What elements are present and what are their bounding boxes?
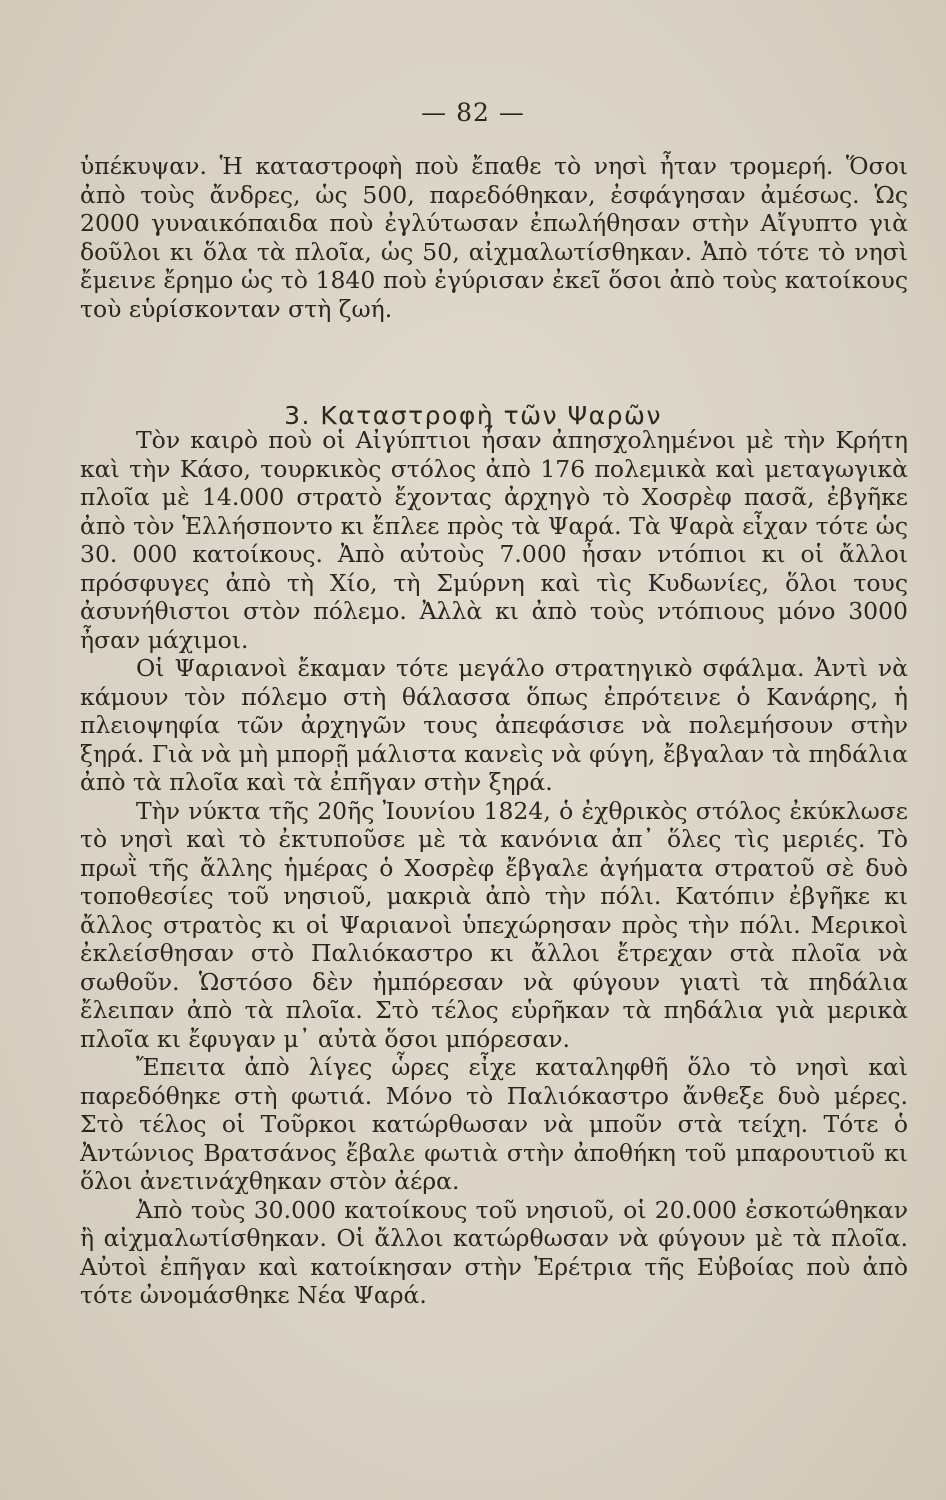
intro-text-block — [80, 152, 908, 323]
paragraph-2: Οἱ Ψαριανοὶ ἔκαμαν τότε μεγάλο στρατηγικὸ σφάλμα. Ἀντὶ νὰ κάμουν τὸν πόλεμο στὴ θάλασσα ὅπως ἐπρότεινε ὁ Κανάρης, ἡ πλειοψηφία τῶν ἀρχηγῶν τους ἀπεφάσισε νὰ πολεμήσουν στὴν ξηρά. Γιὰ νὰ μὴ μπορῇ μάλιστα κανεὶς νὰ φύγη, ἔβγαλαν τὰ πηδάλια ἀπὸ τὰ πλοῖα καὶ τὰ ἐπῆγαν στὴν ξηρά. — [80, 654, 908, 796]
paragraph-1: Τὸν καιρὸ ποὺ οἱ Αἰγύπτιοι ἦσαν ἀπησχολημένοι μὲ τὴν Κρήτη καὶ τὴν Κάσο, τουρκικὸς στόλος ἀπὸ 176 πολεμικὰ καὶ μεταγωγικὰ πλοῖα μὲ 14.000 στρατὸ ἔχοντας ἀρχηγὸ τὸ Χοσρὲφ πασᾶ, ἐβγῆκε ἀπὸ τὸν Ἑλλήσποντο κι ἔπλεε πρὸς τὰ Ψαρά. Τὰ Ψαρὰ εἶχαν τότε ὡς 30. 000 κατοίκους. Ἀπὸ αὐτοὺς 7.000 ἦσαν ντόπιοι κι οἱ ἄλλοι πρόσφυγες ἀπὸ τὴ Χίο, τὴ Σμύρνη καὶ τὶς Κυδωνίες, ὅλοι τους ἀσυνήθιστοι στὸν πόλεμο. Ἀλλὰ κι ἀπὸ τοὺς ντόπιους μόνο 3000 ἦσαν μάχιμοι. — [80, 426, 908, 654]
paragraph-4: Ἔπειτα ἀπὸ λίγες ὧρες εἶχε καταληφθῆ ὅλο τὸ νησὶ καὶ παρεδόθηκε στὴ φωτιά. Μόνο τὸ Παλιόκαστρο ἄνθεξε δυὸ μέρες. Στὸ τέλος οἱ Τοῦρκοι κατώρθωσαν νὰ μποῦν στὰ τείχη. Τότε ὁ Ἀντώνιος Βρατσάνος ἔβαλε φωτιὰ στὴν ἀποθήκη τοῦ μπαρουτιοῦ κι ὅλοι ἀνετινάχθηκαν στὸν ἀέρα. — [80, 1053, 908, 1195]
paragraph-5: Ἀπὸ τοὺς 30.000 κατοίκους τοῦ νησιοῦ, οἱ 20.000 ἐσκοτώθηκαν ἢ αἰχμαλωτίσθηκαν. Οἱ ἄλλοι κατώρθωσαν νὰ φύγουν μὲ τὰ πλοῖα. Αὐτοὶ ἐπῆγαν καὶ κατοίκησαν στὴν Ἐρέτρια τῆς Εὐβοίας ποὺ ἀπὸ τότε ὠνομάσθηκε Νέα Ψαρά. — [80, 1195, 908, 1309]
paragraph-3: Τὴν νύκτα τῆς 20ῆς Ἰουνίου 1824, ὁ ἐχθρικὸς στόλος ἐκύκλωσε τὸ νησὶ καὶ τὸ ἐκτυποῦσε μὲ τὰ κανόνια ἀπ᾽ ὅλες τὶς μεριές. Τὸ πρωῒ τῆς ἄλλης ἡμέρας ὁ Χοσρὲφ ἔβγαλε ἀγήματα στρατοῦ σὲ δυὸ τοποθεσίες τοῦ νησιοῦ, μακριὰ ἀπὸ τὴν πόλι. Κατόπιν ἐβγῆκε κι ἄλλος στρατὸς κι οἱ Ψαριανοὶ ὑπεχώρησαν πρὸς τὴν πόλι. Μερικοὶ ἐκλείσθησαν στὸ Παλιόκαστρο κι ἄλλοι ἔτρεχαν στὰ πλοῖα νὰ σωθοῦν. Ὡστόσο δὲν ἠμπόρεσαν νὰ φύγουν γιατὶ τὰ πηδάλια ἔλειπαν ἀπὸ τὰ πλοῖα. Στὸ τέλος εὑρῆκαν τὰ πηδάλια γιὰ μερικὰ πλοῖα κι ἔφυγαν μ᾽ αὐτὰ ὅσοι μπόρεσαν. — [80, 796, 908, 1053]
intro-paragraph: ὑπέκυψαν. Ἡ καταστροφὴ ποὺ ἔπαθε τὸ νησὶ ἦταν τρομερή. Ὅσοι ἀπὸ τοὺς ἄνδρες, ὡς 500, παρεδόθηκαν, ἐσφάγησαν ἀμέσως. Ὡς 2000 γυναικόπαιδα ποὺ ἐγλύτωσαν ἐπωλήθησαν στὴν Αἴγυπτο γιὰ δοῦλοι κι ὅλα τὰ πλοῖα, ὡς 50, αἰχμαλωτίσθηκαν. Ἀπὸ τότε τὸ νησὶ ἔμεινε ἔρημο ὡς τὸ 1840 ποὺ ἐγύρισαν ἐκεῖ ὅσοι ἀπὸ τοὺς κατοίκους τοὺ εὑρίσκονταν στὴ ζωή. — [80, 152, 908, 323]
section-heading: 3. Καταστροφὴ τῶν Ψαρῶν — [284, 400, 662, 430]
page-number: — 82 — — [421, 98, 525, 127]
section-body — [80, 426, 908, 1310]
